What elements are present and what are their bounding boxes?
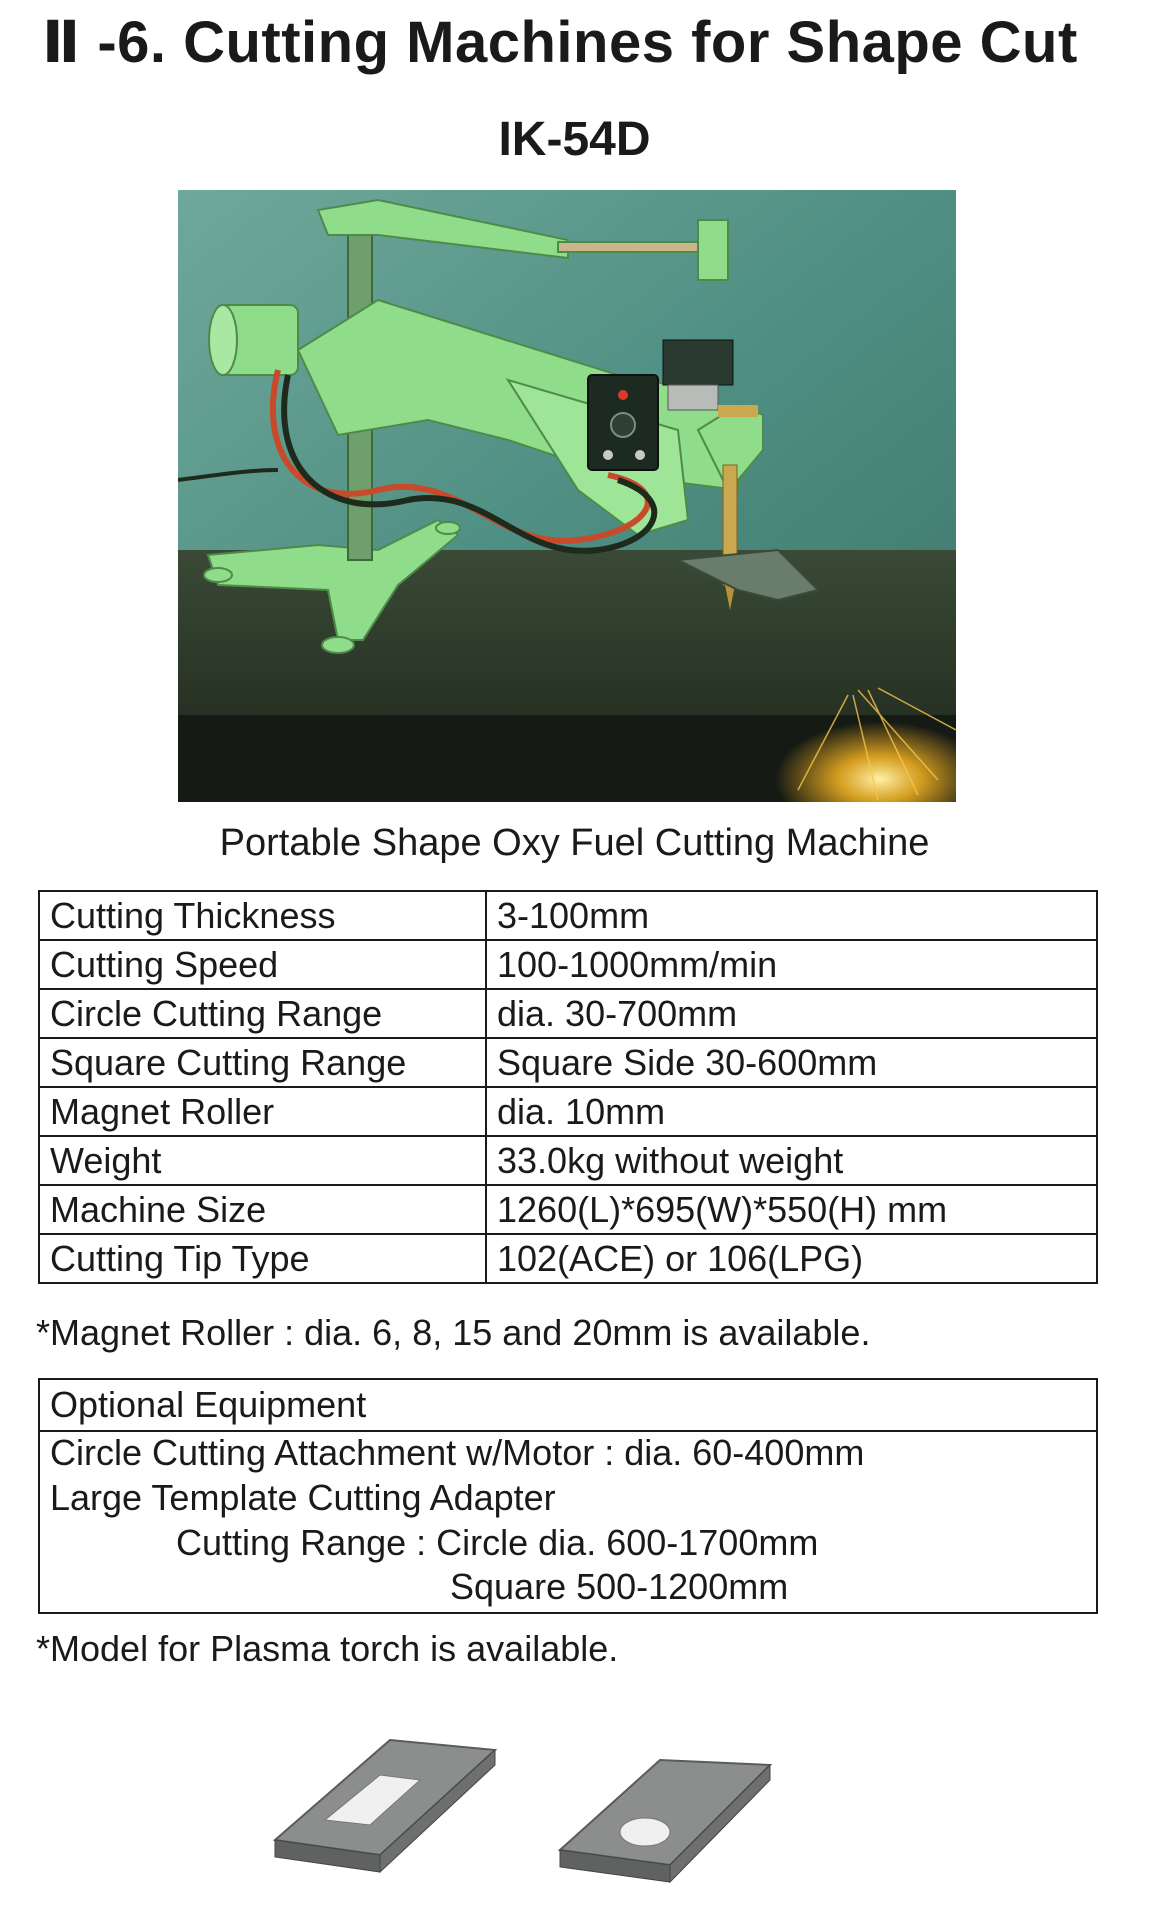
machine-motor [209,305,298,375]
spec-label: Square Cutting Range [39,1038,486,1087]
table-row [39,989,1097,1038]
table-row [39,891,1097,940]
table-row [39,1038,1097,1087]
spec-value: dia. 30-700mm [486,989,1097,1038]
spec-value: Square Side 30-600mm [486,1038,1097,1087]
circle-template-plate [560,1760,770,1882]
spec-value: 3-100mm [486,891,1097,940]
table-row [39,1136,1097,1185]
machine-photo [178,190,956,802]
sparks [608,610,956,802]
table-row [39,940,1097,989]
square-template-plate [275,1740,495,1872]
page-title: Ⅱ -6. Cutting Machines for Shape Cut [42,10,1078,75]
table-row [39,1234,1097,1283]
magnet-roller-note: *Magnet Roller : dia. 6, 8, 15 and 20mm is available. [36,1312,871,1353]
spec-label: Magnet Roller [39,1087,486,1136]
spec-label: Cutting Speed [39,940,486,989]
optional-equipment-header: Optional Equipment [40,1380,1096,1432]
spec-label: Cutting Tip Type [39,1234,486,1283]
table-row [39,1087,1097,1136]
model-name: IK-54D [498,113,651,166]
table-row [39,1185,1097,1234]
plasma-note: *Model for Plasma torch is available. [36,1628,619,1669]
template-parts-illustration [270,1720,790,1890]
optional-line: Cutting Range : Circle dia. 600-1700mm [176,1522,819,1563]
spec-label: Circle Cutting Range [39,989,486,1038]
spec-label: Machine Size [39,1185,486,1234]
spec-value: 33.0kg without weight [486,1136,1097,1185]
optional-line: Large Template Cutting Adapter [50,1477,556,1518]
optional-line: Square 500-1200mm [450,1566,789,1607]
spec-label: Cutting Thickness [39,891,486,940]
optional-line: Circle Cutting Attachment w/Motor : dia. 60-400mm [50,1432,865,1473]
spec-value: 102(ACE) or 106(LPG) [486,1234,1097,1283]
spec-value: 100-1000mm/min [486,940,1097,989]
specs-table [38,890,1098,1284]
spec-label: Weight [39,1136,486,1185]
photo-caption: Portable Shape Oxy Fuel Cutting Machine [219,822,930,864]
spec-value: 1260(L)*695(W)*550(H) mm [486,1185,1097,1234]
spec-value: dia. 10mm [486,1087,1097,1136]
